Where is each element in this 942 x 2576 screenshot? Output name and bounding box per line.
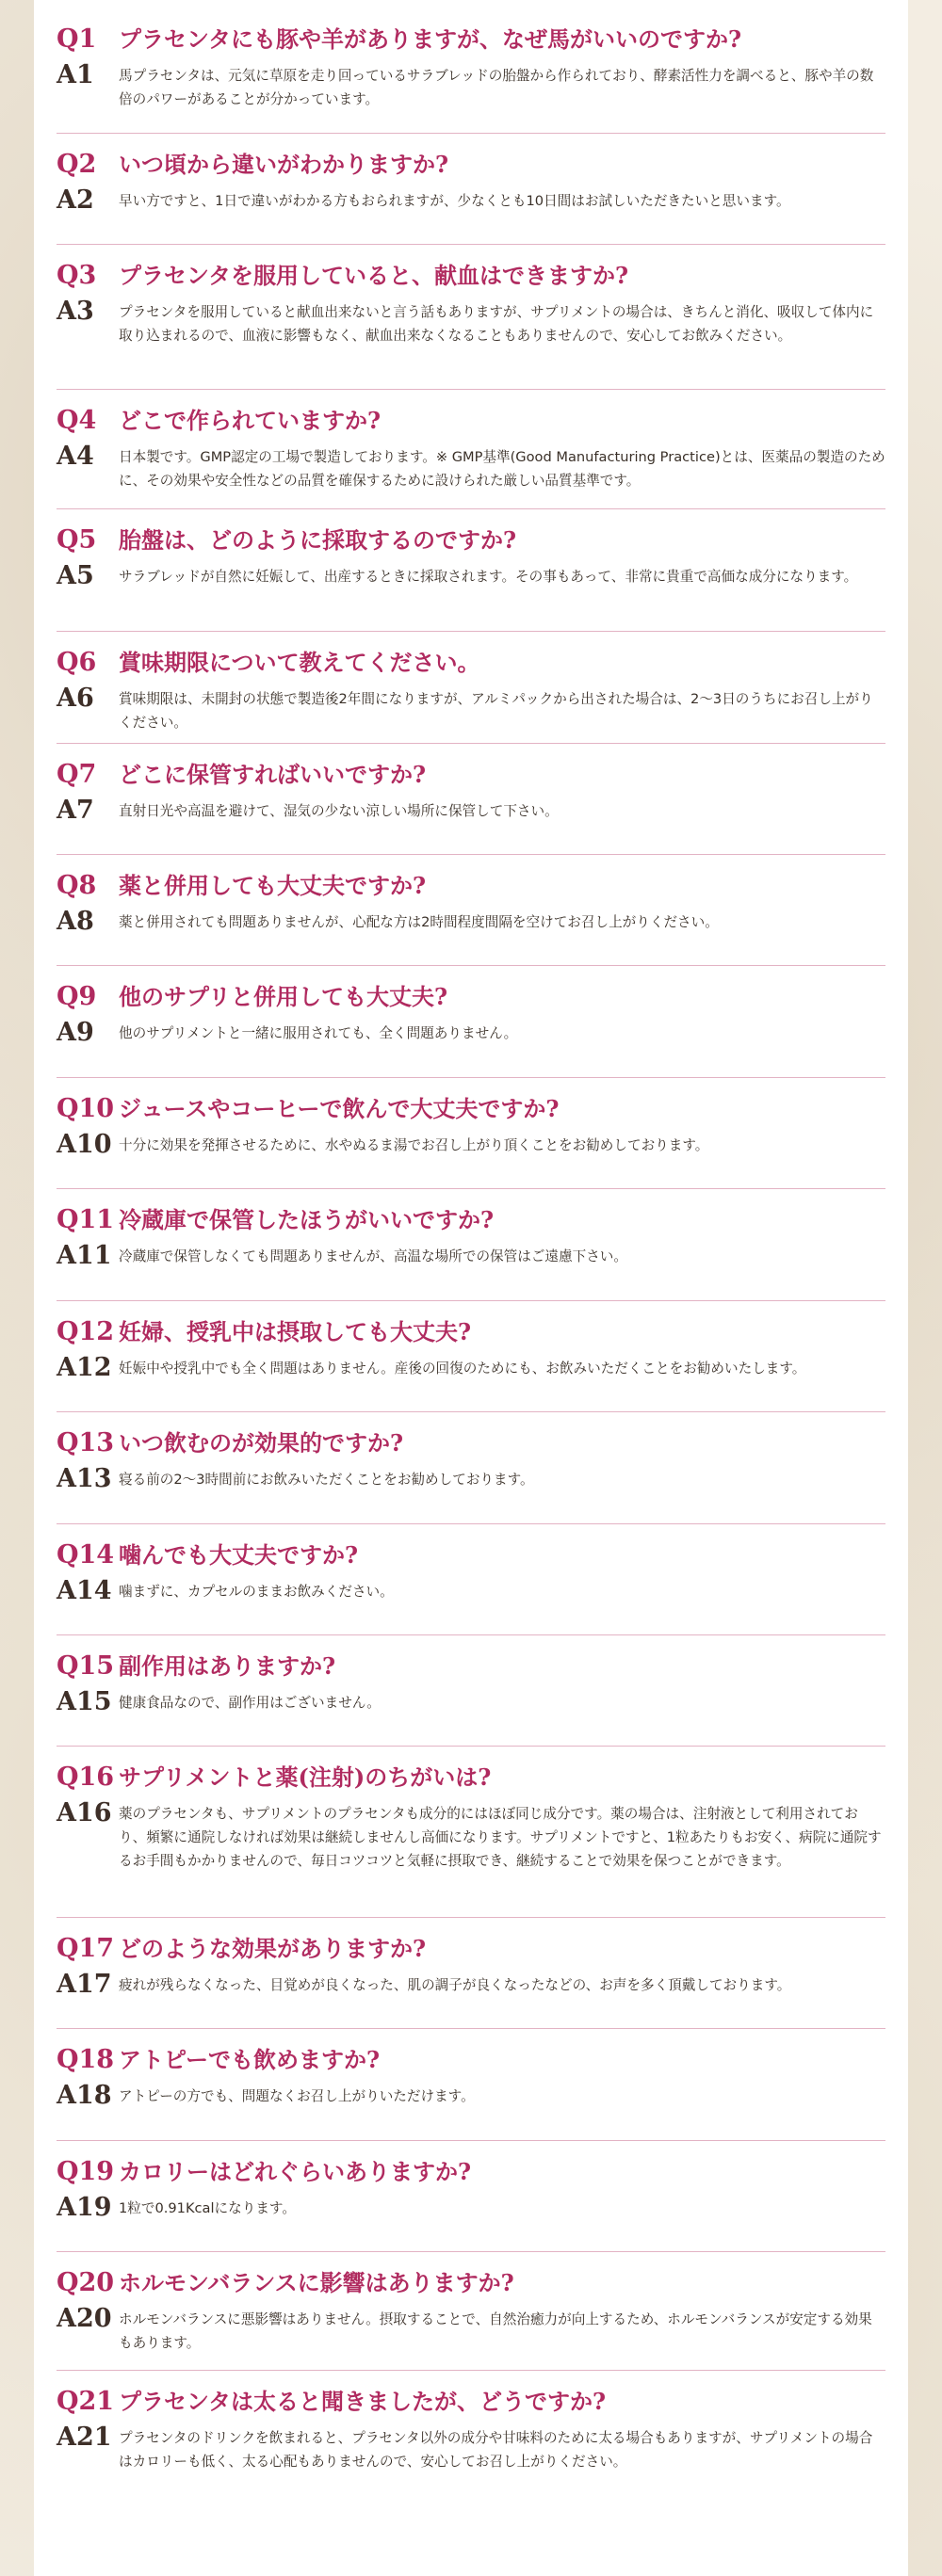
answer-label: A16 [57, 1798, 112, 1827]
answer-label: A21 [57, 2423, 112, 2452]
question-row [57, 867, 426, 900]
question-row [57, 756, 426, 789]
question-text: 副作用はありますか? [119, 1652, 336, 1680]
question-text: カロリーはどれぐらいありますか? [119, 2158, 472, 2185]
question-text: 冷蔵庫で保管したほうがいいですか? [119, 1206, 495, 1233]
answer-label: A8 [57, 907, 94, 936]
answer-label: A13 [57, 1464, 112, 1493]
question-text: 他のサプリと併用しても大丈夫? [119, 983, 448, 1010]
question-label: Q13 [57, 1428, 115, 1457]
faq-item [57, 389, 885, 509]
faq-item [57, 2140, 885, 2252]
faq-item [57, 2370, 885, 2576]
question-label: Q20 [57, 2268, 115, 2297]
question-row [57, 257, 628, 290]
question-row [57, 978, 447, 1011]
question-label: Q11 [57, 1205, 115, 1234]
answer-text: 1粒で0.91Kcalになります。 [119, 2200, 296, 2216]
answer-text: 十分に効果を発揮させるために、水やぬるま湯でお召し上がり頂くことをお勧めしております。 [119, 1137, 709, 1153]
faq-item [57, 743, 885, 855]
answer-label: A4 [57, 442, 94, 471]
faq-item [57, 965, 885, 1078]
answer-text: 馬プラセンタは、元気に草原を走り回っているサラブレッドの胎盤から作られており、酵素活性力を調べると、豚や羊の数倍のパワーがあることが分かっています。 [119, 68, 874, 107]
question-label: Q8 [57, 871, 97, 900]
question-row [57, 1930, 426, 1963]
question-text: ホルモンバランスに影響はありますか? [119, 2269, 514, 2296]
question-label: Q1 [57, 24, 97, 54]
answer-text: 妊娠中や授乳中でも全く問題はありません。産後の回復のためにも、お飲みいただくことをお勧めいたします。 [119, 1360, 806, 1377]
answer-text: 寝る前の2〜3時間前にお飲みいただくことをお勧めしております。 [119, 1472, 534, 1488]
answer-text: 他のサプリメントと一緒に服用されても、全く問題ありません。 [119, 1025, 518, 1041]
answer-text: 直射日光や高温を避けて、湿気の少ない涼しい場所に保管して下さい。 [119, 803, 559, 819]
question-text: いつ飲むのが効果的ですか? [119, 1429, 404, 1457]
question-label: Q14 [57, 1540, 115, 1570]
faq-item [57, 1634, 885, 1747]
answer-text: プラセンタを服用していると献血出来ないと言う話もありますが、サプリメントの場合は、きちんと消化、吸収して体内に取り込まれるので、血液に影響もなく、献血出来なくなることもありませんので、安心してお飲みください。 [119, 304, 874, 344]
question-label: Q3 [57, 261, 97, 290]
answer-label: A14 [57, 1576, 112, 1605]
answer-text: 早い方ですと、1日で違いがわかる方もおられますが、少なくとも10日間はお試しいただきたいと思います。 [119, 193, 790, 209]
question-text: どこに保管すればいいですか? [119, 761, 427, 788]
faq-item [57, 1411, 885, 1524]
answer-text: 賞味期限は、未開封の状態で製造後2年間になりますが、アルミパックから出された場合は、2〜3日のうちにお召し上がりください。 [119, 691, 873, 731]
question-text: いつ頃から違いがわかりますか? [119, 151, 449, 178]
faq-item [57, 631, 885, 744]
faq-item [57, 1300, 885, 1412]
faq-panel [34, 0, 908, 2576]
question-text: プラセンタは太ると聞きましたが、どうですか? [119, 2388, 607, 2415]
faq-item [57, 1077, 885, 1189]
question-label: Q16 [57, 1763, 115, 1792]
question-text: サプリメントと薬(注射)のちがいは? [119, 1763, 492, 1791]
question-row [57, 644, 480, 677]
question-text: どこで作られていますか? [119, 407, 382, 434]
answer-text: 薬と併用されても問題ありませんが、心配な方は2時間程度間隔を空けてお召し上がりください。 [119, 914, 719, 930]
answer-text: 健康食品なので、副作用はございません。 [119, 1695, 381, 1711]
question-row [57, 21, 741, 54]
answer-label: A18 [57, 2081, 112, 2110]
question-label: Q6 [57, 648, 97, 677]
answer-label: A2 [57, 185, 94, 215]
answer-text: アトピーの方でも、問題なくお召し上がりいただけます。 [119, 2088, 475, 2104]
question-row [57, 2383, 606, 2416]
question-label: Q12 [57, 1317, 115, 1346]
question-label: Q19 [57, 2157, 115, 2186]
answer-text: 冷蔵庫で保管しなくても問題ありませんが、高温な場所での保管はご遠慮下さい。 [119, 1248, 627, 1264]
question-text: ジュースやコーヒーで飲んで大丈夫ですか? [119, 1095, 560, 1122]
question-row [57, 1759, 491, 1792]
question-text: 賞味期限について教えてください。 [119, 649, 480, 676]
answer-text: プラセンタのドリンクを飲まれると、プラセンタ以外の成分や甘味料のために太る場合もありますが、サプリメントの場合はカロリーも低く、太る心配もありませんので、安心してお召し上がりください。 [119, 2430, 873, 2470]
faq-item [57, 133, 885, 245]
answer-label: A12 [57, 1353, 112, 1382]
answer-text: 疲れが残らなくなった、目覚めが良くなった、肌の調子が良くなったなどの、お声を多く頂戴しております。 [119, 1977, 791, 1993]
question-row [57, 146, 448, 179]
answer-text: 薬のプラセンタも、サプリメントのプラセンタも成分的にはほぼ同じ成分です。薬の場合は、注射液として利用されており、頻繁に通院しなければ効果は継続しませんし高価になります。サプリメントですと、1粒あたりもお安く、病院に通院するお手間もかかりませんので、毎日コツコツと気軽に摂取でき、継続することで効果を保つことができます。 [119, 1806, 882, 1869]
question-text: どのような効果がありますか? [119, 1935, 427, 1962]
question-label: Q21 [57, 2387, 115, 2416]
faq-item [57, 8, 885, 134]
answer-label: A3 [57, 297, 94, 326]
faq-item [57, 244, 885, 390]
faq-item [57, 508, 885, 632]
faq-item [57, 2028, 885, 2141]
question-text: 胎盤は、どのように採取するのですか? [119, 526, 517, 554]
question-text: プラセンタを服用していると、献血はできますか? [119, 262, 629, 289]
question-label: Q2 [57, 150, 97, 179]
question-label: Q4 [57, 406, 97, 435]
answer-label: A9 [57, 1018, 94, 1047]
question-row [57, 522, 516, 555]
answer-label: A17 [57, 1970, 112, 1999]
faq-item [57, 2251, 885, 2371]
answer-text: 日本製です。GMP認定の工場で製造しております。※ GMP基準(Good Manufacturing Practice)とは、医薬品の製造のために、その効果や安全性などの品質を確保するために設けられた厳しい品質基準です。 [119, 449, 885, 489]
question-label: Q18 [57, 2045, 115, 2074]
question-row [57, 2041, 380, 2074]
faq-item [57, 1188, 885, 1301]
question-row [57, 1648, 335, 1681]
answer-label: A6 [57, 684, 94, 713]
answer-label: A1 [57, 60, 94, 89]
question-row [57, 1425, 403, 1457]
answer-label: A15 [57, 1687, 112, 1716]
answer-label: A11 [57, 1241, 112, 1270]
question-row [57, 402, 381, 435]
answer-label: A20 [57, 2304, 112, 2333]
question-label: Q5 [57, 525, 97, 555]
answer-text: 噛まずに、カプセルのままお飲みください。 [119, 1584, 394, 1600]
faq-item [57, 1917, 885, 2029]
answer-text: サラブレッドが自然に妊娠して、出産するときに採取されます。その事もあって、非常に貴重で高価な成分になります。 [119, 569, 858, 585]
faq-item [57, 1523, 885, 1635]
question-label: Q9 [57, 982, 97, 1011]
question-text: 薬と併用しても大丈夫ですか? [119, 872, 427, 899]
answer-label: A19 [57, 2193, 112, 2222]
question-label: Q7 [57, 760, 97, 789]
question-label: Q17 [57, 1934, 115, 1963]
question-row [57, 2153, 471, 2186]
question-text: 噛んでも大丈夫ですか? [119, 1541, 359, 1569]
faq-item [57, 854, 885, 966]
question-text: 妊婦、授乳中は摂取しても大丈夫? [119, 1318, 472, 1345]
question-row [57, 1313, 471, 1346]
question-text: プラセンタにも豚や羊がありますが、なぜ馬がいいのですか? [119, 25, 742, 53]
faq-item [57, 1746, 885, 1918]
answer-label: A7 [57, 796, 94, 825]
question-label: Q10 [57, 1094, 115, 1123]
question-row [57, 2264, 514, 2297]
answer-label: A10 [57, 1130, 112, 1159]
answer-label: A5 [57, 561, 94, 590]
question-label: Q15 [57, 1651, 115, 1681]
question-row [57, 1201, 494, 1234]
question-row [57, 1090, 559, 1123]
question-row [57, 1537, 358, 1570]
question-text: アトピーでも飲めますか? [119, 2046, 381, 2073]
answer-text: ホルモンバランスに悪影響はありません。摂取することで、自然治癒力が向上するため、ホルモンバランスが安定する効果もあります。 [119, 2311, 872, 2351]
